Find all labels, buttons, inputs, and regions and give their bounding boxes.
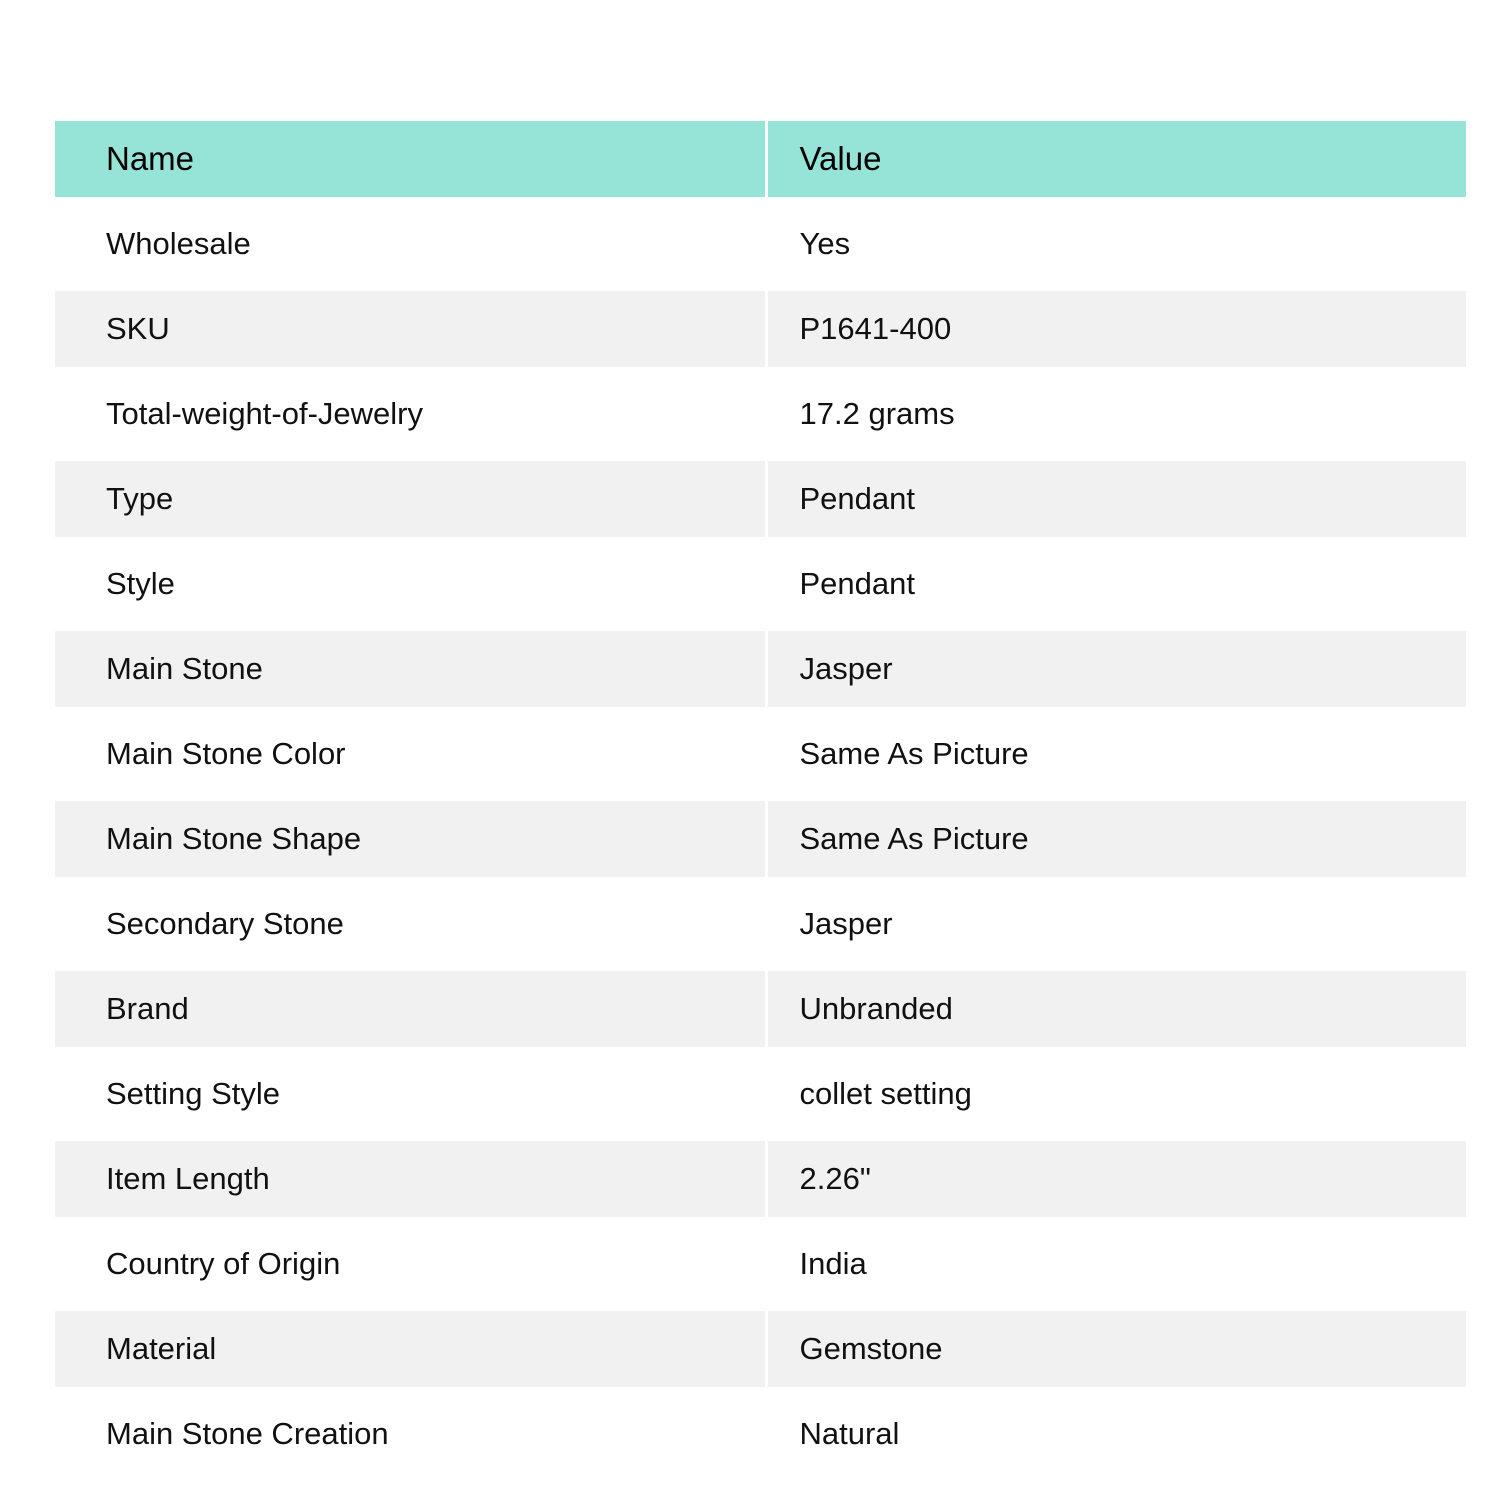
header-value-cell: Value	[766, 121, 1466, 202]
row-name-cell: Style	[55, 542, 766, 627]
row-name-cell: Material	[55, 1307, 766, 1392]
table-row	[55, 1222, 1466, 1307]
row-name-cell: Setting Style	[55, 1052, 766, 1137]
table-row	[55, 712, 1466, 797]
table-row	[55, 1052, 1466, 1137]
row-value-cell: Pendant	[766, 542, 1466, 627]
table-row	[55, 542, 1466, 627]
table-row	[55, 1392, 1466, 1473]
row-value-cell: Jasper	[766, 627, 1466, 712]
header-row	[55, 121, 1466, 202]
row-name-cell: Wholesale	[55, 202, 766, 287]
row-value-cell: India	[766, 1222, 1466, 1307]
row-name-cell: Item Length	[55, 1137, 766, 1222]
row-value-cell: Jasper	[766, 882, 1466, 967]
header-name-cell: Name	[55, 121, 766, 202]
row-name-cell: Type	[55, 457, 766, 542]
row-value-cell: Yes	[766, 202, 1466, 287]
row-name-cell: Main Stone	[55, 627, 766, 712]
table-row	[55, 202, 1466, 287]
table-row	[55, 372, 1466, 457]
row-name-cell: Main Stone Creation	[55, 1392, 766, 1473]
table-header	[55, 121, 1466, 202]
row-name-cell: Main Stone Color	[55, 712, 766, 797]
row-value-cell: Pendant	[766, 457, 1466, 542]
table-row	[55, 287, 1466, 372]
table-row	[55, 1137, 1466, 1222]
row-value-cell: Natural	[766, 1392, 1466, 1473]
table-row	[55, 967, 1466, 1052]
table-row	[55, 797, 1466, 882]
row-name-cell: Brand	[55, 967, 766, 1052]
row-value-cell: Gemstone	[766, 1307, 1466, 1392]
row-value-cell: 2.26"	[766, 1137, 1466, 1222]
row-name-cell: Secondary Stone	[55, 882, 766, 967]
row-value-cell: P1641-400	[766, 287, 1466, 372]
row-name-cell: SKU	[55, 287, 766, 372]
row-name-cell: Country of Origin	[55, 1222, 766, 1307]
specifications-table	[55, 121, 1466, 1472]
row-value-cell: 17.2 grams	[766, 372, 1466, 457]
row-value-cell: Same As Picture	[766, 712, 1466, 797]
table-row	[55, 1307, 1466, 1392]
row-value-cell: Unbranded	[766, 967, 1466, 1052]
table-row	[55, 882, 1466, 967]
table-body	[55, 202, 1466, 1473]
row-value-cell: Same As Picture	[766, 797, 1466, 882]
table-row	[55, 627, 1466, 712]
table-row	[55, 457, 1466, 542]
row-name-cell: Main Stone Shape	[55, 797, 766, 882]
row-value-cell: collet setting	[766, 1052, 1466, 1137]
row-name-cell: Total-weight-of-Jewelry	[55, 372, 766, 457]
